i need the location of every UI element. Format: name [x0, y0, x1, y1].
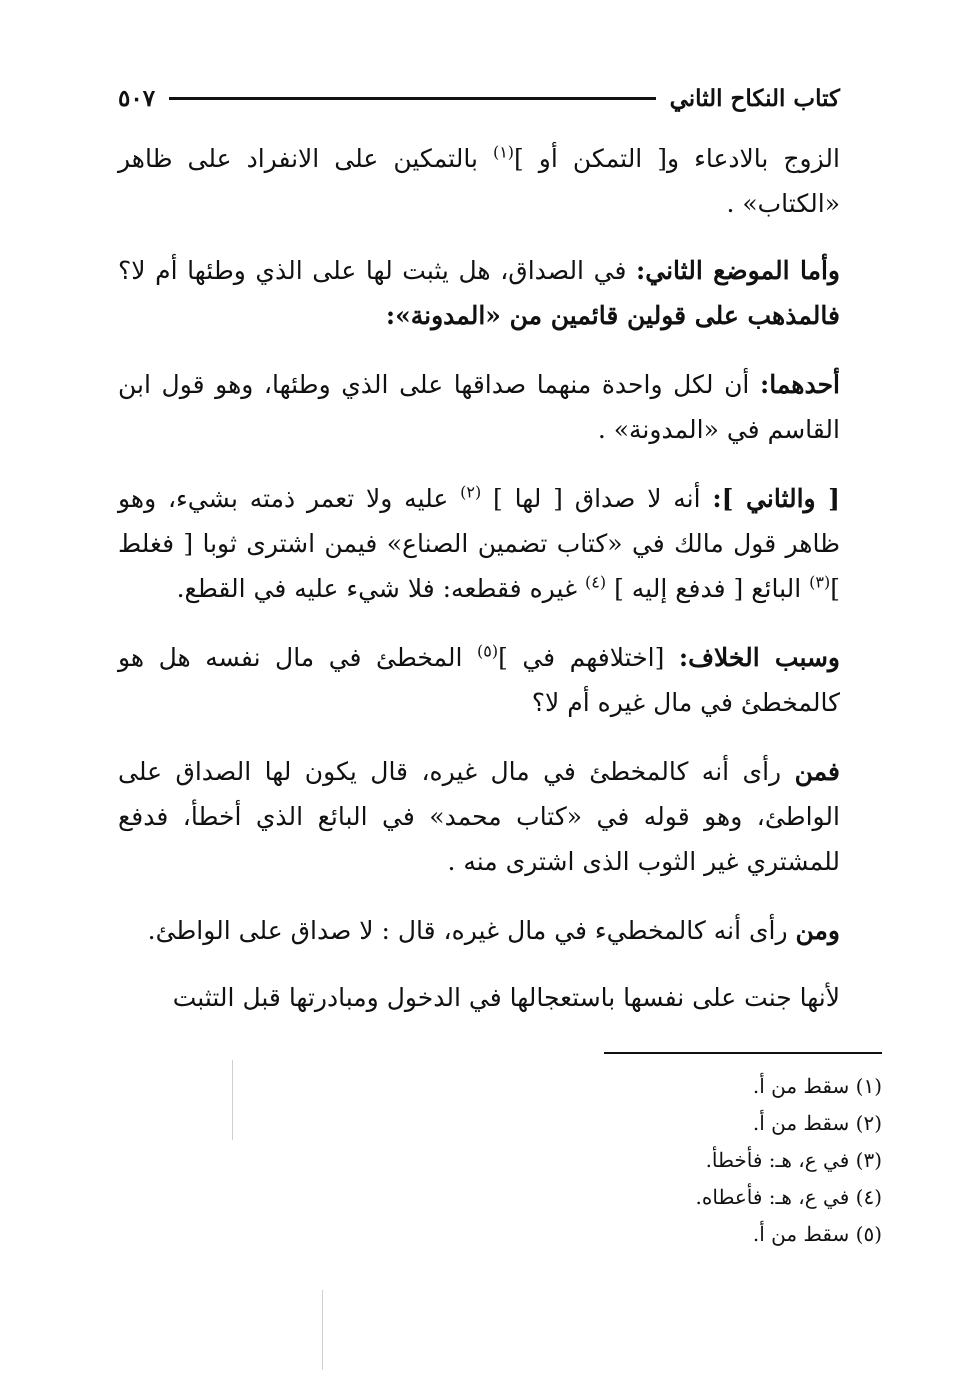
footnotes — [500, 1068, 882, 1253]
paragraph-7-lead: ومن — [795, 916, 840, 945]
paragraph-3 — [118, 362, 840, 452]
scan-speck — [322, 1290, 323, 1370]
paragraph-1-text-b: بالتمكين على الانفراد على ظاهر «الكتاب» . — [118, 144, 840, 218]
paragraph-7-text: رأى أنه كالمخطيء في مال غيره، قال : لا صداق على الواطئ. — [147, 916, 796, 945]
footnote-separator — [604, 1052, 882, 1054]
footnote-3: (٣) في ع، هـ: فأخطأ. — [705, 1148, 882, 1172]
footnote-1: (١) سقط من أ. — [752, 1074, 882, 1098]
paragraph-4-text-4: غيره فقطعه: فلا شيء عليه في القطع. — [176, 574, 586, 603]
paragraph-4-lead: [ والثاني ]: — [712, 484, 841, 513]
paragraph-6-lead: فمن — [794, 757, 840, 786]
footnote-ref-2: (٢) — [460, 482, 482, 502]
footnote-5: (٥) سقط من أ. — [752, 1222, 882, 1246]
paragraph-6-text: رأى أنه كالمخطئ في مال غيره، قال يكون لها الصداق على الواطئ، وهو قوله في «كتاب محمد» في البائع الذي أخطأ، فدفع للمشتري غير الثوب الذى اشترى منه . — [118, 757, 840, 876]
paragraph-1-text-a: الزوج بالادعاء و[ التمكن أو ] — [514, 144, 840, 173]
header-rule — [169, 97, 656, 100]
paragraph-4-text-1: أنه لا صداق [ لها ] — [481, 484, 713, 513]
paragraph-2-lead: وأما الموضع الثاني: — [636, 256, 840, 285]
scan-speck — [232, 1060, 233, 1140]
paragraph-7 — [118, 908, 840, 953]
footnote-ref-1: (١) — [492, 142, 515, 162]
paragraph-5-text-2: المخطئ في مال نفسه هل هو كالمخطئ في مال غيره أم لا؟ — [118, 643, 840, 717]
paragraph-3-lead: أحدهما: — [759, 370, 840, 399]
paragraph-6 — [118, 749, 840, 884]
paragraph-8 — [118, 975, 840, 1020]
footnote-ref-3: (٣) — [809, 572, 831, 592]
paragraph-8-text: لأنها جنت على نفسها باستعجالها في الدخول ومبادرتها قبل التثبت — [172, 983, 840, 1012]
footnote-ref-4: (٤) — [585, 572, 607, 592]
paragraph-1 — [118, 136, 840, 226]
header-title: كتاب النكاح الثاني — [669, 84, 840, 112]
footnote-2: (٢) سقط من أ. — [752, 1111, 882, 1135]
paragraph-3-text: أن لكل واحدة منهما صداقها على الذي وطئها، وهو قول ابن القاسم في «المدونة» . — [118, 370, 840, 444]
page-number: ٥٠٧ — [118, 84, 156, 112]
paragraph-5-lead: وسبب الخلاف: — [678, 643, 841, 672]
paragraph-4-text-3: البائع [ فدفع إليه ] — [606, 574, 810, 603]
paragraph-5 — [118, 635, 840, 725]
paragraph-4-text-2: عليه ولا تعمر ذمته بشيء، وهو ظاهر قول مالك في «كتاب تضمين الصناع» فيمن اشترى ثوبا [ فغلط ] — [118, 484, 840, 603]
paragraph-2-bold-tail: فالمذهب على قولين قائمين من «المدونة»: — [385, 301, 840, 330]
paragraph-2 — [118, 248, 840, 338]
paragraph-4 — [118, 476, 840, 611]
running-header — [118, 78, 840, 118]
body-text — [118, 136, 840, 1044]
footnote-ref-5: (٥) — [477, 641, 499, 661]
footnote-4: (٤) في ع، هـ: فأعطاه. — [695, 1185, 882, 1209]
paragraph-2-text: في الصداق، هل يثبت لها على الذي وطئها أم لا؟ — [118, 256, 637, 285]
paragraph-5-text-1: [اختلافهم في ] — [498, 643, 679, 672]
